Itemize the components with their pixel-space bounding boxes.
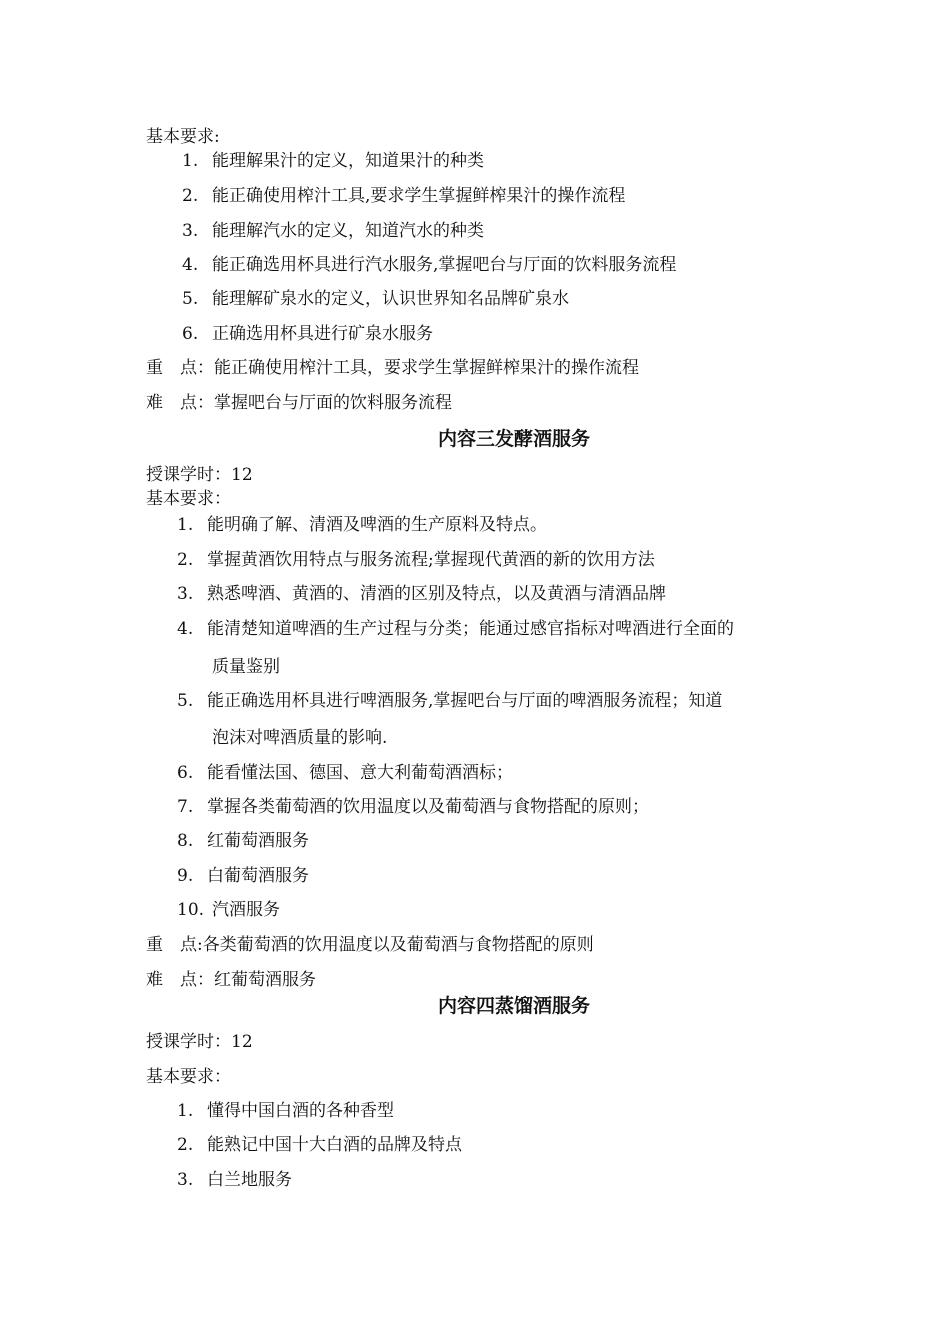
- section-title: 内容三发酵酒服务: [437, 428, 590, 450]
- list-item-text: 白葡萄酒服务: [207, 866, 309, 886]
- list-item-text: 红葡萄酒服务: [207, 831, 309, 851]
- section-title: 内容四蒸馏酒服务: [437, 995, 590, 1017]
- list-item-continuation: 质量鉴别: [212, 657, 280, 677]
- list-item: [177, 865, 309, 887]
- requirements-label: 基本要求：: [146, 1067, 231, 1087]
- list-item-number: 3.: [182, 221, 199, 241]
- teaching-hours: 授课学时：12: [146, 1032, 253, 1052]
- list-item: [177, 830, 309, 852]
- list-item-number: 3.: [177, 1170, 194, 1190]
- list-item: [177, 1169, 292, 1191]
- list-item: [182, 150, 484, 172]
- list-item-number: 8.: [177, 831, 194, 851]
- list-item: [177, 690, 722, 712]
- list-item-text: 熟悉啤酒、黄酒的、清酒的区别及特点，以及黄酒与清酒品牌: [207, 584, 666, 604]
- list-item: [177, 549, 655, 571]
- list-item-text: 正确选用杯具进行矿泉水服务: [212, 324, 433, 344]
- list-item: [177, 1100, 394, 1122]
- list-item-text: 懂得中国白酒的各种香型: [207, 1101, 394, 1121]
- list-item: [177, 514, 547, 536]
- list-item: [177, 618, 734, 640]
- list-item-number: 1.: [177, 1101, 194, 1121]
- list-item: [182, 185, 625, 207]
- list-item-number: 2.: [177, 1135, 194, 1155]
- list-item: [177, 762, 513, 784]
- list-item-number: 3.: [177, 584, 194, 604]
- list-item-number: 6.: [182, 324, 199, 344]
- list-item-text: 能理解矿泉水的定义，认识世界知名品牌矿泉水: [212, 289, 569, 309]
- list-item-number: 2.: [182, 186, 199, 206]
- list-item: [182, 254, 676, 276]
- key-point: 重 点：能正确使用榨汁工具，要求学生掌握鲜榨果汁的操作流程: [146, 358, 639, 378]
- list-item-text: 能清楚知道啤酒的生产过程与分类；能通过感官指标对啤酒进行全面的: [207, 619, 734, 639]
- list-item: [177, 796, 649, 818]
- list-item: [177, 583, 666, 605]
- list-item-number: 7.: [177, 797, 194, 817]
- list-item-text: 掌握黄酒饮用特点与服务流程;掌握现代黄酒的新的饮用方法: [207, 550, 655, 570]
- list-item-text: 白兰地服务: [207, 1170, 292, 1190]
- list-item-text: 能正确选用杯具进行啤酒服务,掌握吧台与厅面的啤酒服务流程；知道: [207, 691, 723, 711]
- list-item-number: 1.: [177, 515, 194, 535]
- list-item: [182, 288, 569, 310]
- difficulty: 难 点：红葡萄酒服务: [146, 970, 316, 990]
- list-item-number: 2.: [177, 550, 194, 570]
- list-item-text: 能看懂法国、德国、意大利葡萄酒酒标；: [207, 763, 513, 783]
- list-item-text: 能正确使用榨汁工具,要求学生掌握鲜榨果汁的操作流程: [212, 186, 626, 206]
- list-item: [177, 899, 280, 921]
- list-item-number: 5.: [182, 289, 199, 309]
- list-item-continuation: 泡沫对啤酒质量的影响.: [212, 728, 388, 748]
- list-item-text: 汽酒服务: [212, 900, 280, 920]
- list-item-number: 10.: [177, 900, 205, 920]
- list-item-number: 1.: [182, 151, 199, 171]
- list-item-text: 能正确选用杯具进行汽水服务,掌握吧台与厅面的饮料服务流程: [212, 255, 677, 275]
- list-item: [182, 220, 484, 242]
- teaching-hours: 授课学时：12: [146, 465, 253, 485]
- list-item-text: 掌握各类葡萄酒的饮用温度以及葡萄酒与食物搭配的原则；: [207, 797, 649, 817]
- list-item-number: 9.: [177, 866, 194, 886]
- list-item-number: 4.: [177, 619, 194, 639]
- key-point: 重 点:各类葡萄酒的饮用温度以及葡萄酒与食物搭配的原则: [146, 935, 594, 955]
- list-item-text: 能明确了解、清酒及啤酒的生产原料及特点。: [207, 515, 547, 535]
- list-item-text: 能理解果汁的定义，知道果汁的种类: [212, 151, 484, 171]
- list-item: [182, 323, 433, 345]
- list-item-text: 能理解汽水的定义，知道汽水的种类: [212, 221, 484, 241]
- list-item-number: 6.: [177, 763, 194, 783]
- requirements-label: 基本要求：: [146, 489, 231, 509]
- list-item-number: 4.: [182, 255, 199, 275]
- list-item-number: 5.: [177, 691, 194, 711]
- difficulty: 难 点：掌握吧台与厅面的饮料服务流程: [146, 393, 452, 413]
- requirements-label: 基本要求:: [146, 127, 220, 147]
- list-item-text: 能熟记中国十大白酒的品牌及特点: [207, 1135, 462, 1155]
- list-item: [177, 1134, 462, 1156]
